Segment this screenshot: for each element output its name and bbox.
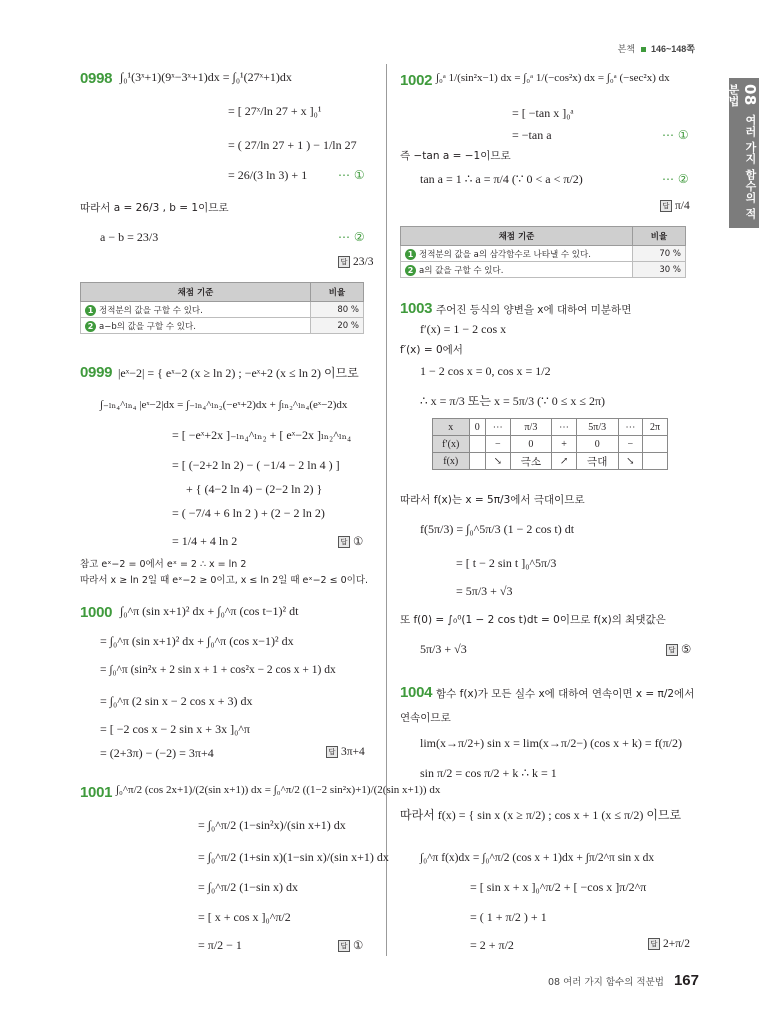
p1004-line-1: 함수 f(x)가 모든 실수 x에 대하여 연속이면 x = π/2에서 <box>436 688 695 700</box>
p0998-line-2: = [ 27ˣ/ln 27 + x ]₀¹ <box>228 104 322 118</box>
p1003-line-9: = 5π/3 + √3 <box>456 584 513 598</box>
page-number: 167 <box>673 972 699 989</box>
p1004-line-4: sin π/2 = cos π/2 + k ∴ k = 1 <box>420 766 557 780</box>
p1003-line-7: f(5π/3) = ∫₀^5π/3 (1 − 2 cos t) dt <box>420 522 575 536</box>
var-cell: ⋯ <box>485 419 510 436</box>
criteria-pct: 20 % <box>311 318 364 334</box>
p0999-line-3: = [ −eˣ+2x ]₋ₗₙ₄^ₗₙ₂ + [ eˣ−2x ]ₗₙ₂^ₗₙ₄ <box>172 428 352 442</box>
chapter-title: 여러 가지 함수의 적분법 <box>727 84 757 220</box>
p0999-answer-value: ① <box>353 536 364 548</box>
answer-icon: 답 <box>338 940 350 952</box>
p1003-line-6: 따라서 f(x)는 x = 5π/3에서 극대이므로 <box>400 494 585 506</box>
p0999-line-4: = [ (−2+2 ln 2) − ( −1/4 − 2 ln 4 ) ] <box>172 458 340 472</box>
p1001-line-5: = [ x + cos x ]₀^π/2 <box>198 910 291 924</box>
p1002-step-1-mark: ⋯ ① <box>662 128 689 142</box>
p1002-line-5: tan a = 1 ∴ a = π/4 (∵ 0 < a < π/2) <box>420 172 583 186</box>
p1003-answer <box>666 642 691 656</box>
step-1-icon: 1 <box>85 305 96 316</box>
p1001-line-1: ∫₀^π/2 (cos 2x+1)/(2(sin x+1)) dx = ∫₀^π/2 ((1−2 sin²x)+1)/(2(sin x+1)) dx <box>116 784 441 796</box>
p0998-line-6: a − b = 23/3 <box>100 230 159 244</box>
p0998-step-2-mark: ⋯ ② <box>338 230 365 244</box>
p1000-line-3: = ∫₀^π (sin²x + 2 sin x + 1 + cos²x − 2 cos x + 1) dx <box>100 664 336 676</box>
p1003-line-5: ∴ x = π/3 또는 x = 5π/3 (∵ 0 ≤ x ≤ 2π) <box>420 394 605 408</box>
var-cell: − <box>618 436 643 453</box>
chapter-side-tab <box>729 78 759 228</box>
answer-icon: 답 <box>666 644 678 656</box>
p0999-answer <box>338 534 363 548</box>
criteria-row: 1 정적분의 값을 구할 수 있다. <box>81 302 311 318</box>
p1000-line-4: = ∫₀^π (2 sin x − 2 cos x + 3) dx <box>100 694 253 708</box>
p0999-line-5: + { (4−2 ln 4) − (2−2 ln 2) } <box>186 482 323 496</box>
p1000-answer <box>326 746 365 758</box>
var-cell: 0 <box>469 419 485 436</box>
p1001-line-3: = ∫₀^π/2 (1+sin x)(1−sin x)/(sin x+1) dx <box>198 850 389 864</box>
problem-0999-number: 0999 <box>80 364 113 381</box>
p1001-line-4: = ∫₀^π/2 (1−sin x) dx <box>198 880 299 894</box>
p1002-line-1: ∫₀ᵃ 1/(sin²x−1) dx = ∫₀ᵃ 1/(−cos²x) dx = ∫₀ᵃ (−sec²x) dx <box>436 72 670 84</box>
page-footer <box>548 972 699 990</box>
p1002-answer <box>660 200 690 212</box>
problem-1002-number: 1002 <box>400 72 433 89</box>
p1003-line-3: f′(x) = 0에서 <box>400 344 463 356</box>
p1003-line-4: 1 − 2 cos x = 0, cos x = 1/2 <box>420 364 551 378</box>
p1000-line-5: = [ −2 cos x − 2 sin x + 3x ]₀^π <box>100 722 250 736</box>
step-2-icon: 2 <box>405 265 416 276</box>
p0999-line-6: = ( −7/4 + 6 ln 2 ) + (2 − 2 ln 2) <box>172 506 325 520</box>
p1001-answer-value: ① <box>353 940 364 952</box>
p0999-line-1: |eˣ−2| = { eˣ−2 (x ≥ ln 2) ; −eˣ+2 (x ≤ ln 2) 이므로 <box>118 366 359 380</box>
p1004-line-7: = [ sin x + x ]₀^π/2 + [ −cos x ]π/2^π <box>470 880 647 894</box>
criteria-pct: 80 % <box>311 302 364 318</box>
p1001-line-2: = ∫₀^π/2 (1−sin²x)/(sin x+1) dx <box>198 818 346 832</box>
var-cell: 5π/3 <box>576 419 618 436</box>
answer-icon: 답 <box>326 746 338 758</box>
p1003-line-2: f′(x) = 1 − 2 cos x <box>420 322 507 336</box>
var-cell: ⋯ <box>618 419 643 436</box>
p0999-note-2: 따라서 x ≥ ln 2일 때 eˣ−2 ≥ 0이고, x ≤ ln 2일 때 eˣ−2 ≤ 0이다. <box>80 575 369 586</box>
criteria-header: 채점 기준 <box>81 283 311 302</box>
var-cell: ⋯ <box>552 419 577 436</box>
var-cell: ↘ <box>485 453 510 470</box>
header-pages: 146~148쪽 <box>651 44 695 54</box>
problem-0998-number: 0998 <box>80 70 113 87</box>
footer-chapter: 08 여러 가지 함수의 적분법 <box>548 977 664 988</box>
p1000-line-2: = ∫₀^π (sin x+1)² dx + ∫₀^π (cos x−1)² dx <box>100 634 294 648</box>
p0998-line-4: = 26/(3 ln 3) + 1 <box>228 168 308 182</box>
p1003-answer-value: ⑤ <box>681 644 692 656</box>
var-cell: f′(x) <box>433 436 470 453</box>
p1002-line-2: = [ −tan x ]₀ᵃ <box>512 106 574 120</box>
problem-1000-number: 1000 <box>80 604 113 621</box>
var-cell: 극대 <box>576 453 618 470</box>
p0998-line-3: = ( 27/ln 27 + 1 ) − 1/ln 27 <box>228 138 357 152</box>
p1003-line-10: 또 f(0) = ∫₀⁰(1 − 2 cos t)dt = 0이므로 f(x)의 최댓값은 <box>400 614 666 626</box>
p1004-line-5: 따라서 f(x) = { sin x (x ≥ π/2) ; cos x + 1 (x ≤ π/2) 이므로 <box>400 808 682 822</box>
var-cell: − <box>485 436 510 453</box>
p0999-line-2: ∫₋ₗₙ₄^ₗₙ₄ |eˣ−2|dx = ∫₋ₗₙ₄^ₗₙ₂(−eˣ+2)dx + ∫ₗₙ₂^ₗₙ₄(eˣ−2)dx <box>100 399 348 411</box>
p0999-note-1: 참고 eˣ−2 = 0에서 eˣ = 2 ∴ x = ln 2 <box>80 559 247 570</box>
var-cell: ↗ <box>552 453 577 470</box>
ratio-header: 비율 <box>633 227 686 246</box>
p1002-line-4: 즉 −tan a = −1이므로 <box>400 150 511 162</box>
var-cell <box>469 436 485 453</box>
p1002-answer-value: π/4 <box>675 200 690 212</box>
p1002-scoring-table <box>400 226 686 278</box>
var-cell <box>643 436 668 453</box>
p1003-line-8: = [ t − 2 sin t ]₀^5π/3 <box>456 556 557 570</box>
var-cell: 극소 <box>510 453 552 470</box>
p1001-line-6: = π/2 − 1 <box>198 938 242 952</box>
p1000-line-1: ∫₀^π (sin x+1)² dx + ∫₀^π (cos t−1)² dt <box>120 604 299 618</box>
criteria-row: 1 정적분의 값을 a의 삼각함수로 나타낼 수 있다. <box>401 246 633 262</box>
p0998-line-5: 따라서 a = 26/3 , b = 1이므로 <box>80 202 229 214</box>
answer-icon: 답 <box>338 536 350 548</box>
problem-1004-number: 1004 <box>400 684 433 701</box>
problem-1003-number: 1003 <box>400 300 433 317</box>
p1004-line-6: ∫₀^π f(x)dx = ∫₀^π/2 (cos x + 1)dx + ∫π/2^π sin x dx <box>420 852 655 864</box>
column-divider <box>386 64 387 956</box>
p1000-answer-value: 3π+4 <box>341 746 365 758</box>
p0998-line-1: ∫₀¹(3ˣ+1)(9ˣ−3ˣ+1)dx = ∫₀¹(27ˣ+1)dx <box>120 70 292 84</box>
p0998-step-1-mark: ⋯ ① <box>338 168 365 182</box>
var-cell: f(x) <box>433 453 470 470</box>
step-1-icon: 1 <box>405 249 416 260</box>
p1004-line-9: = 2 + π/2 <box>470 938 514 952</box>
criteria-pct: 30 % <box>633 262 686 278</box>
p1003-line-11: 5π/3 + √3 <box>420 642 467 656</box>
p1001-answer <box>338 938 363 952</box>
criteria-row: 2 a−b의 값을 구할 수 있다. <box>81 318 311 334</box>
p1004-answer-value: 2+π/2 <box>663 938 690 950</box>
page-header <box>618 42 695 55</box>
p1004-line-3: lim(x→π/2+) sin x = lim(x→π/2−) (cos x + k) = f(π/2) <box>420 736 682 750</box>
p1002-line-3: = −tan a <box>512 128 552 142</box>
answer-icon: 답 <box>660 200 672 212</box>
criteria-row: 2 a의 값을 구할 수 있다. <box>401 262 633 278</box>
p1004-line-8: = ( 1 + π/2 ) + 1 <box>470 910 547 924</box>
p0998-answer-value: 23/3 <box>353 256 374 268</box>
var-cell: 0 <box>510 436 552 453</box>
var-cell: π/3 <box>510 419 552 436</box>
answer-icon: 답 <box>648 938 660 950</box>
var-cell: ↘ <box>618 453 643 470</box>
header-book: 본책 <box>617 44 635 54</box>
var-cell: x <box>433 419 470 436</box>
var-cell: + <box>552 436 577 453</box>
criteria-header: 채점 기준 <box>401 227 633 246</box>
p0998-scoring-table <box>80 282 364 334</box>
ratio-header: 비율 <box>311 283 364 302</box>
criteria-pct: 70 % <box>633 246 686 262</box>
p0998-answer <box>338 256 373 268</box>
var-cell: 0 <box>576 436 618 453</box>
p1000-line-6: = (2+3π) − (−2) = 3π+4 <box>100 746 214 760</box>
p1003-variation-table <box>432 418 668 470</box>
var-cell <box>469 453 485 470</box>
p0999-line-7: = 1/4 + 4 ln 2 <box>172 534 238 548</box>
answer-icon: 답 <box>338 256 350 268</box>
var-cell: 2π <box>643 419 668 436</box>
p1002-step-2-mark: ⋯ ② <box>662 172 689 186</box>
p1003-line-1: 주어진 등식의 양변을 x에 대하여 미분하면 <box>436 304 632 316</box>
var-cell <box>643 453 668 470</box>
problem-1001-number: 1001 <box>80 784 113 801</box>
chapter-number: 08 <box>741 84 759 106</box>
header-square-icon <box>641 47 646 52</box>
p1004-answer <box>648 938 690 950</box>
step-2-icon: 2 <box>85 321 96 332</box>
p1004-line-2: 연속이므로 <box>400 712 451 724</box>
